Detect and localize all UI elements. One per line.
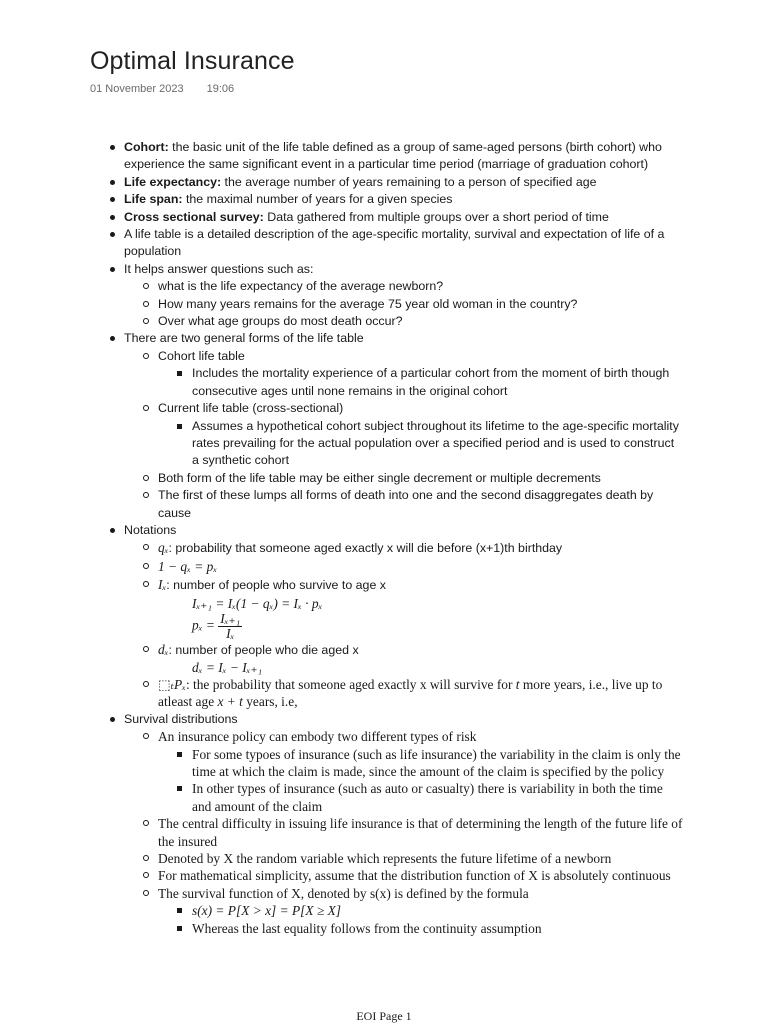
math-Ix: Iₓ — [158, 577, 167, 593]
math-dx: dₓ — [158, 641, 169, 657]
survival-heading: Survival distributions — [124, 711, 238, 726]
list-item-Ix: Iₓ: number of people who survive to age x Iₓ₊₁ = Iₓ(1 − qₓ) = Iₓ · pₓ pₓ = $\frac{\text{Iₓ₊₁}}{\text{Iₓ}}$ — [124, 576, 683, 640]
list-item: Whereas the last equality follows from the continuity assumption — [158, 920, 683, 937]
term-life-span: Life span: — [124, 192, 183, 207]
current-life-table-label: Current life table (cross-sectional) — [158, 401, 344, 416]
list-item-cohort — [108, 139, 683, 174]
cohort-life-table-label: Cohort life table — [158, 348, 245, 363]
notations-heading: Notations — [124, 522, 177, 537]
list-item: Includes the mortality experience of a particular cohort from the moment of birth though consecutive ages until none remains in the original cohort — [158, 365, 683, 400]
term-cross-sectional: Cross sectional survey: — [124, 209, 264, 224]
questions-intro: It helps answer questions such as: — [124, 261, 314, 276]
survival-list — [124, 728, 683, 937]
math-complement: 1 − qₓ = pₓ — [158, 558, 218, 574]
list-item-survival — [108, 711, 683, 937]
page-footer: EOI Page 1 — [356, 1009, 412, 1023]
def-life-span: the maximal number of years for a given species — [182, 192, 453, 207]
notations-list — [124, 539, 683, 710]
list-item: what is the life expectancy of the average newborn? — [124, 278, 683, 295]
list-item: Denoted by X the random variable which represents the future lifetime of a newborn — [124, 850, 683, 867]
page-meta — [90, 83, 234, 95]
main-list — [108, 139, 683, 937]
fraction-px: $\frac{\text{Iₓ₊₁}}{\text{Iₓ}}$ — [220, 610, 241, 641]
list-item-tpx: ⬚ₜPₓ: the probability that someone aged exactly x will survive for t more years, i.e., live up to atleast age x + t years, i.e, — [124, 676, 683, 711]
list-item-cross-sectional — [108, 209, 683, 226]
equation-survival: Iₓ₊₁ = Iₓ(1 − qₓ) = Iₓ · pₓ — [192, 595, 323, 611]
list-item-life-table: A life table is a detailed description of the age-specific mortality, survival and expectation of life of a population — [108, 226, 683, 261]
def-cross-sectional: Data gathered from multiple groups over a short period of time — [263, 209, 609, 224]
page-time: 19:06 — [206, 83, 235, 95]
list-item-cohort-life-table — [124, 348, 683, 400]
list-item-current-life-table — [124, 400, 683, 470]
forms-list — [124, 348, 683, 522]
list-item-risk: An insurance policy can embody two different types of risk For some typoes of insurance (such as life insurance) the variability in the claim is only the time at which the claim is made, since the amount of the claim is specified by the policy In other types of insurance (such as auto or casualty) there is variability in both the time and amount of the claim — [124, 728, 683, 815]
term-life-expectancy: Life expectancy: — [124, 174, 222, 189]
list-item: In other types of insurance (such as auto or casualty) there is variability in both the time and amount of the claim — [158, 780, 683, 815]
questions-list — [124, 278, 683, 330]
list-item: For some typoes of insurance (such as life insurance) the variability in the claim is only the time at which the claim is made, since the amount of the claim is specified by the policy — [158, 746, 683, 781]
page-date: 01 November 2023 — [90, 83, 184, 95]
math-qx: qₓ — [158, 540, 169, 556]
def-life-expectancy: the average number of years remaining to a person of specified age — [221, 174, 597, 189]
list-item-life-span — [108, 191, 683, 208]
equation-px: pₓ = $\frac{\text{Iₓ₊₁}}{\text{Iₓ}}$ — [192, 610, 241, 641]
list-item: Assumes a hypothetical cohort subject throughout its lifetime to the age-specific mortality rates prevailing for the actual population over a specified period and is used to construct a synthetic cohort — [158, 418, 683, 470]
list-item-qx: qₓ: probability that someone aged exactly x will die before (x+1)th birthday — [124, 539, 683, 557]
list-item: Both form of the life table may be either single decrement or multiple decrements — [124, 470, 683, 487]
list-item-questions — [108, 261, 683, 331]
list-item-survival-function: The survival function of X, denoted by s(x) is defined by the formula s(x) = P[X > x] = P[X ≥ X] Whereas the last equality follows from the continuity assumption — [124, 885, 683, 937]
math-tpx: ⬚ₜPₓ — [158, 676, 186, 692]
list-item: The first of these lumps all forms of death into one and the second disaggregates death by cause — [124, 487, 683, 522]
list-item: How many years remains for the average 75 year old woman in the country? — [124, 296, 683, 313]
forms-intro: There are two general forms of the life table — [124, 331, 364, 346]
term-cohort: Cohort: — [124, 140, 169, 154]
list-item: For mathematical simplicity, assume that the distribution function of X is absolutely continuous — [124, 867, 683, 884]
list-item-sx — [158, 902, 683, 919]
math-sx: s(x) = P[X > x] = P[X ≥ X] — [192, 903, 341, 919]
page-title: Optimal Insurance — [90, 47, 295, 75]
list-item-life-expectancy — [108, 174, 683, 191]
list-item: Over what age groups do most death occur? — [124, 313, 683, 330]
list-item-notations — [108, 522, 683, 711]
note-body — [108, 139, 683, 937]
list-item-complement — [124, 558, 683, 576]
equation-dx: dₓ = Iₓ − Iₓ₊₁ — [192, 659, 263, 675]
def-cohort: the basic unit of the life table defined as a group of same-aged persons (birth cohort) who experience the same significant event in a particular time period (marriage of graduation cohort) — [124, 140, 662, 172]
list-item: The central difficulty in issuing life insurance is that of determining the length of the future life of the insured — [124, 815, 683, 850]
list-item-forms — [108, 330, 683, 521]
list-item-dx: dₓ: number of people who die aged x dₓ = Iₓ − Iₓ₊₁ — [124, 641, 683, 676]
